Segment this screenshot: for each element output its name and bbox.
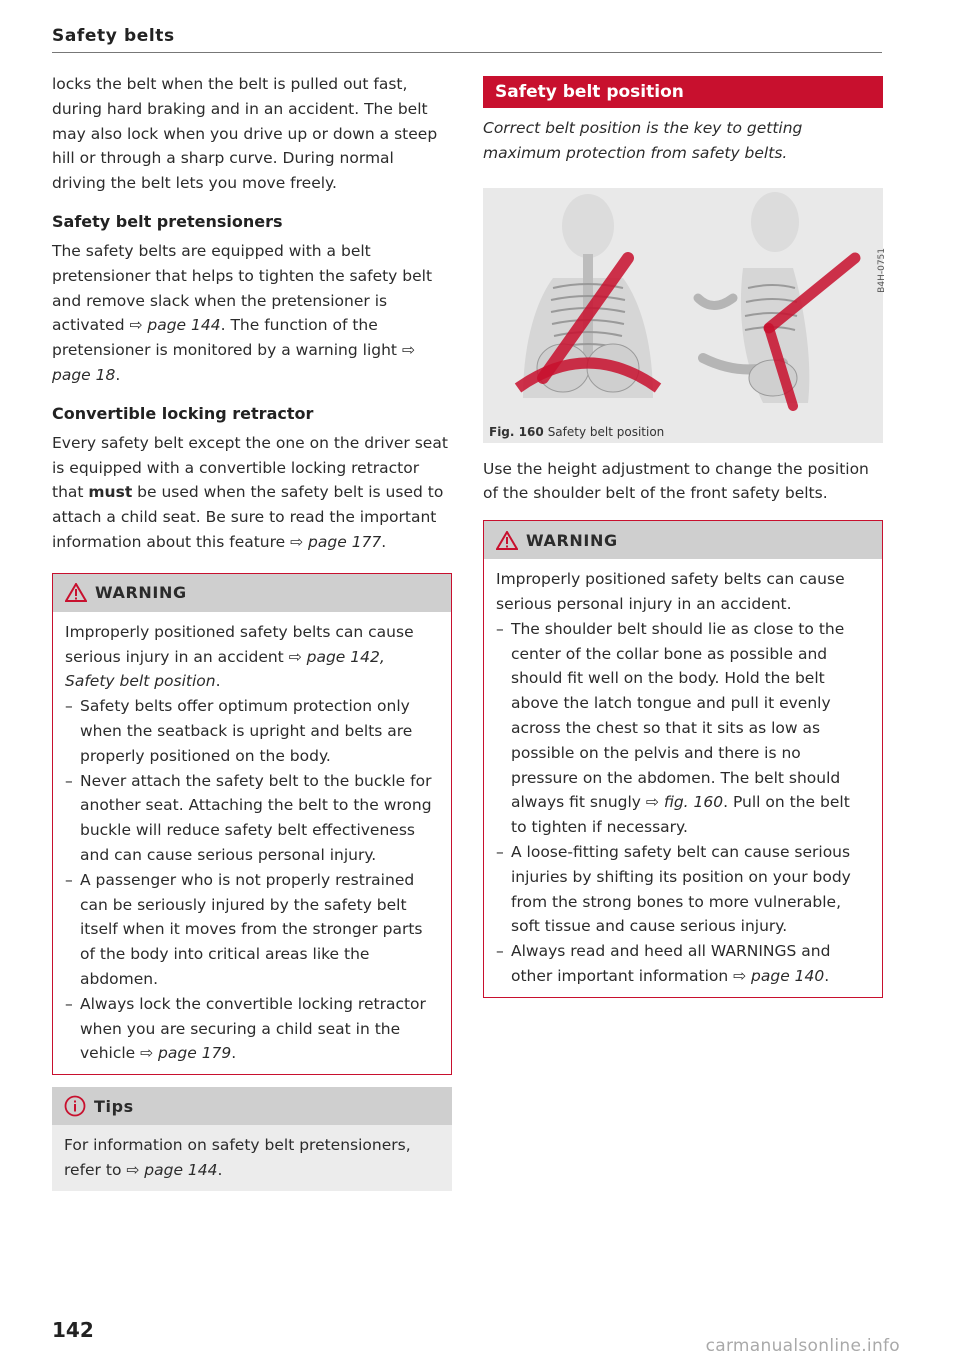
item4-end: . <box>231 1044 237 1063</box>
warning-triangle-icon <box>496 531 518 550</box>
fig-160-link[interactable]: ⇨ fig. 160 <box>645 793 724 812</box>
warning-triangle-icon <box>65 583 87 602</box>
list-item: – A passenger who is not properly restrained can be seriously injured by the safety belt itself when it moves from the stronger parts of the body into critical areas like the abdomen. <box>65 868 439 992</box>
safety-belt-illustration <box>483 188 881 416</box>
retractor-paragraph <box>52 431 452 555</box>
page-144-link[interactable]: ⇨ page 144 <box>129 316 221 335</box>
left-warning-lead <box>65 620 439 694</box>
figure-code: B4H-0751 <box>877 247 887 293</box>
pretensioners-text-b: . The function of the pretensioner is monitored by a warning light <box>52 316 402 360</box>
watermark: carmanualsonline.info <box>705 1336 900 1356</box>
pretensioners-text-a: The safety belts are equipped with a belt pretensioner that helps to tighten the safety belt and remove slack when the pretensioner is activated <box>52 241 433 335</box>
tips-title: Tips <box>94 1096 134 1116</box>
left-warning-lead-text: Improperly positioned safety belts can cause serious injury in an accident <box>65 622 414 666</box>
pretensioners-text-c: . <box>115 365 121 384</box>
tips-header <box>52 1087 452 1125</box>
pretensioners-paragraph <box>52 239 452 388</box>
left-warning-body <box>53 612 451 1074</box>
r-item3-end: . <box>824 966 830 985</box>
retractor-text-a: Every safety belt except the one on the driver seat is equipped with a convertible locking retractor that <box>52 433 448 502</box>
left-warning-list <box>65 694 439 1066</box>
figure-160 <box>483 188 887 417</box>
header-rule <box>52 52 882 53</box>
right-warning-lead: Improperly positioned safety belts can cause serious personal injury in an accident. <box>496 570 845 613</box>
left-warning-box <box>52 573 452 1075</box>
right-warning-header <box>484 521 882 559</box>
page-140-link[interactable]: ⇨ page 140 <box>733 966 825 985</box>
page-number: 142 <box>52 1318 94 1342</box>
figure-illustration <box>483 188 887 417</box>
section-intro: Correct belt position is the key to getting maximum protection from safety belts. <box>483 119 803 162</box>
page-142-link[interactable]: ⇨ page 142, Safety belt position <box>65 647 385 691</box>
intro-paragraph: locks the belt when the belt is pulled out fast, during hard braking and in an accident. The belt may also lock when you drive up or down a steep hill or through a sharp curve. During normal driving the belt lets you move freely. <box>52 75 438 193</box>
left-warning-title: WARNING <box>95 583 187 603</box>
height-adjust-paragraph: Use the height adjustment to change the position of the shoulder belt of the front safety belts. <box>483 459 869 503</box>
list-item: – Never attach the safety belt to the buckle for another seat. Attaching the belt to the wrong buckle will reduce safety belt effectiveness and can cause serious personal injury. <box>65 769 439 868</box>
item4-text: Always lock the convertible locking retractor when you are securing a child seat in the vehicle <box>80 994 426 1063</box>
section-title: Safety belt position <box>483 76 883 108</box>
left-warning-lead-end: . <box>215 672 221 691</box>
right-warning-title: WARNING <box>526 530 618 550</box>
retractor-text-c: . <box>381 532 387 551</box>
right-warning-body <box>484 559 882 997</box>
right-column <box>483 76 887 998</box>
figure-caption <box>483 417 883 443</box>
list-item <box>65 992 439 1066</box>
list-item: – Safety belts offer optimum protection only when the seatback is upright and belts are properly positioned on the body. <box>65 694 439 768</box>
list-item: – A loose-fitting safety belt can cause serious injuries by shifting its position on your body from the strong bones to more vulnerable, soft tissue and cause serious injury. <box>496 840 870 939</box>
page-177-link[interactable]: ⇨ page 177 <box>290 532 382 551</box>
tips-body <box>52 1125 452 1191</box>
info-icon <box>64 1095 86 1117</box>
tips-end: . <box>217 1160 223 1179</box>
r-item1-text: The shoulder belt should lie as close to the center of the collar bone as possible and should fit well on the body. Hold the belt above the latch tongue and pull it evenly across the chest so that it sits as low as possible on the pelvis and there is no pressure on the abdomen. The belt should always fit snugly <box>511 619 845 812</box>
page-179-link[interactable]: ⇨ page 179 <box>140 1044 232 1063</box>
tips-box <box>52 1087 452 1191</box>
left-warning-header <box>53 574 451 612</box>
tips-paragraph <box>64 1133 440 1183</box>
left-column <box>52 72 452 1191</box>
running-header: Safety belts <box>52 26 175 46</box>
figure-caption-text: Safety belt position <box>547 424 665 439</box>
tips-text: For information on safety belt pretensioners, refer to <box>64 1136 411 1179</box>
right-warning-box <box>483 520 883 998</box>
retractor-bold-must: must <box>88 483 133 502</box>
right-warning-list <box>496 617 870 989</box>
page-18-link[interactable]: ⇨ page 18 <box>52 341 415 384</box>
r-item1-end: . Pull on the belt to tighten if necessary. <box>511 793 850 837</box>
list-item <box>496 939 870 989</box>
page-144-link[interactable]: ⇨ page 144 <box>126 1160 218 1179</box>
retractor-heading: Convertible locking retractor <box>52 403 314 423</box>
r-item3-text: Always read and heed all WARNINGS and other important information <box>511 942 831 985</box>
list-item <box>496 617 870 840</box>
retractor-text-b: be used when the safety belt is used to attach a child seat. Be sure to read the important information about this feature <box>52 483 444 551</box>
figure-caption-label: Fig. 160 <box>489 424 544 439</box>
pretensioners-heading: Safety belt pretensioners <box>52 211 283 231</box>
